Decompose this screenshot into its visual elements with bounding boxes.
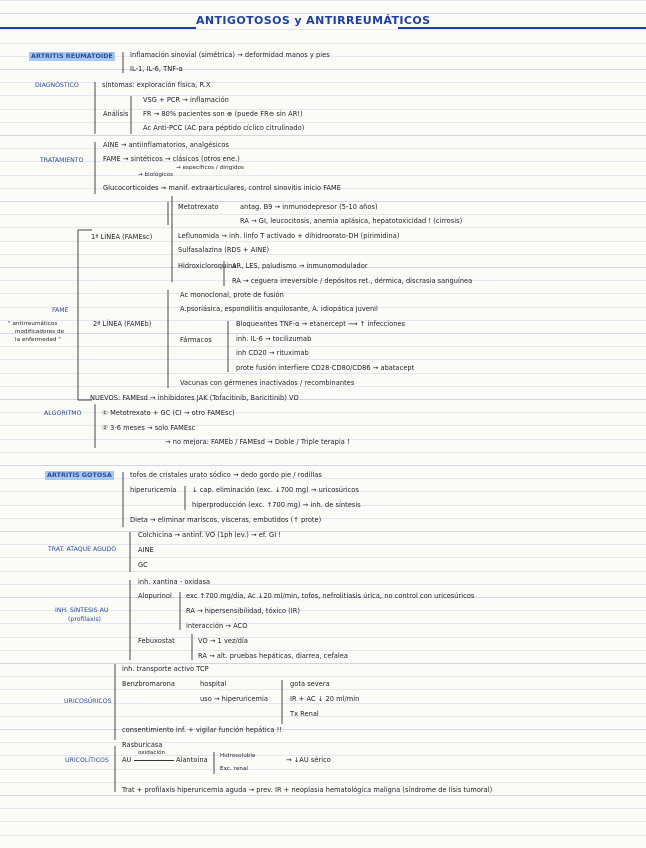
- farm-3: inh CD20 → rituximab: [236, 349, 309, 357]
- gota-dieta: Dieta → eliminar mariscos, vísceras, embutidos (↑ prote): [130, 516, 322, 524]
- urico-benz: Benzbromarona: [122, 680, 175, 688]
- urico-consent: consentimiento inf. + vigilar función hepática !!: [122, 726, 283, 734]
- hcq-2: RA → ceguera irreversible / depósitos ret., dérmica, discrasia sanguínea: [232, 277, 473, 285]
- mtx-1: antag. B9 → inmunodepresor (5-10 años): [240, 203, 378, 211]
- urilit-hidro-2: Exc. renal: [220, 766, 249, 772]
- trat-fame: FAME → sintéticos → clásicos (otros ene.): [103, 155, 240, 163]
- gota-hiper-2: hiperproducción (exc. ↑700 mg) → inh. de síntesis: [192, 501, 361, 509]
- urico-uso: uso → hiperuricemia: [200, 695, 268, 703]
- mtx-2: RA → GI, leucocitosis, anemia aplásica, hepatotoxicidad ! (cirrosis): [240, 217, 463, 225]
- urico-gota-3: Tx Renal: [290, 710, 319, 718]
- gota-hiper-1: ↓ cap. eliminación (exc. ↓700 mg) → uricosúricos: [192, 486, 359, 494]
- urilit-hidro-1: Hidrosoluble: [220, 753, 256, 759]
- urilit-arrow: [134, 760, 174, 761]
- alo-3: interacción → ACO: [186, 622, 248, 630]
- urilit-tratprof: Trat + profilaxis hiperuricemia aguda → prev. IR + neoplasia hematológica maligna (síndrome de lisis tumoral): [122, 786, 493, 794]
- algoritmo-3: → no mejora: FAMEb / FAMEsd → Doble / Triple terapia !: [165, 438, 350, 446]
- urico-gota-1: gota severa: [290, 680, 330, 688]
- trat-especificos: → específicos / dirigidos: [176, 165, 245, 171]
- urilit-rasburicasa: Rasburicasa: [122, 741, 163, 749]
- algoritmo-label: ALGORITMO: [44, 410, 82, 417]
- sintesis-label: INH. SÍNTESIS AU: [55, 607, 109, 614]
- gota-header: ARTRITIS GOTOSA: [47, 471, 112, 479]
- febuxostat-label: Febuxostat: [138, 637, 175, 645]
- fame-linea1: 1ª LÍNEA (FAMEsc): [91, 233, 153, 241]
- fame-note-1: " antirreumáticos: [8, 321, 58, 327]
- diag-analisis-label: Análisis: [103, 110, 129, 118]
- urico-hospital: hospital: [200, 680, 227, 688]
- gota-tofos: tofos de cristales urato sódico → dedo gordo pie / rodillas: [130, 471, 322, 479]
- urico-inh: inh. transporte activo TCP: [122, 665, 209, 673]
- diagnostico-label: DIAGNÓSTICO: [35, 82, 79, 89]
- mtx-label: Metotrexato: [178, 203, 219, 211]
- alo-1: exc ↑700 mg/día, Ac ↓20 ml/min, tofos, nefrolitiasis úrica, no control con uricosúricos: [186, 592, 475, 600]
- febu-2: RA → alt. pruebas hepáticas, diarrea, cefalea: [198, 652, 348, 660]
- leflunomida: Leflunomida → inh. linfo T activado + dihidroorato-DH (pirimidina): [178, 232, 400, 240]
- trat-aine: AINE → antiinflamatorios, analgésicos: [103, 141, 229, 149]
- diag-analisis-3: Ac Anti-PCC (AC para péptido cíclico citrulinado): [143, 124, 305, 132]
- algoritmo-2: ② 3-6 meses → solo FAMEsc: [102, 424, 196, 432]
- fame-note-3: la enfermedad ": [15, 337, 61, 343]
- ataque-label: TRAT. ATAQUE AGUDO: [48, 546, 117, 553]
- alo-2: RA → hipersensibilidad, tóxico (IR): [186, 607, 301, 615]
- sintesis-sub: (profilaxis): [68, 616, 101, 623]
- alopurinol-label: Alopurinol: [138, 592, 172, 600]
- febu-1: VO → 1 vez/día: [198, 637, 248, 645]
- vacunas: Vacunas con gérmenes inactivados / recombinantes: [180, 379, 355, 387]
- nuevos: NUEVOS: FAMEsd → inhibidores JAK (Tofacitinib, Baricitinib) VO: [90, 394, 299, 402]
- diag-sintomas: síntomas: exploración física, R.X: [102, 81, 211, 89]
- algoritmo-1: ① Metotrexato + GC (CI → otro FAMEsc): [102, 409, 235, 417]
- diag-analisis-2: FR → 80% pacientes son ⊕ (puede FR⊖ sin AR!): [143, 110, 303, 118]
- a-psoriasica: A.psoriásica, espondilitis anquilosante, A. idiopática juvenil: [180, 305, 378, 313]
- fame-label: FAME: [52, 307, 69, 314]
- urico-gota-2: IR + AC ↓ 20 ml/min: [290, 695, 360, 703]
- trat-biologicos: → biológicos: [138, 172, 174, 178]
- uricoliticos-label: URICOLÍTICOS: [65, 757, 109, 764]
- ataque-3: GC: [138, 561, 148, 569]
- ar-intro-2: IL-1, IL-6, TNF-α: [130, 65, 183, 73]
- trat-gluco: Glucocorticoides → manif. extraarticulares, control sinovitis inicio FAME: [103, 184, 341, 192]
- fame-note-2: modificadores de: [15, 329, 65, 335]
- xantina: inh. xantina - oxidasa: [138, 578, 211, 586]
- sulfasalazina: Sulfasalazina (RDS + AINE): [178, 246, 270, 254]
- ac-monoclonal: Ac monoclonal, prote de fusión: [180, 291, 284, 299]
- hcq-label: Hidroxicloroquina: [178, 262, 237, 270]
- ataque-2: AINE: [138, 546, 154, 554]
- ar-intro-1: Inflamación sinovial (simétrica) → deformidad manos y pies: [130, 51, 330, 59]
- ar-header: ARTRITIS REUMATOIDE: [31, 52, 113, 60]
- farmacos-label: Fármacos: [180, 336, 212, 344]
- farm-4: prote fusión interfiere CD28-CD80/CD86 → abatacept: [236, 364, 415, 372]
- fame-linea2: 2ª LÍNEA (FAMEb): [93, 320, 152, 328]
- hcq-1: AR, LES, paludismo → inmunomodulador: [232, 262, 368, 270]
- uricosuricos-label: URICOSÚRICOS: [64, 698, 112, 705]
- diag-analisis-1: VSG + PCR → inflamación: [143, 96, 229, 104]
- farm-1: Bloqueantes TNF-α → etanercept ⟿ ↑ infecciones: [236, 320, 406, 328]
- urilit-au: AU: [122, 756, 132, 764]
- urilit-oxidacion: oxidación: [138, 750, 166, 756]
- urilit-resultado: → ↓AU sérico: [286, 756, 331, 764]
- gota-hiper: hiperuricemia: [130, 486, 177, 494]
- page-title: ANTIGOTOSOS y ANTIRREUMÁTICOS: [196, 14, 431, 27]
- urilit-alantoina: Alantoína: [176, 756, 208, 764]
- ataque-1: Colchicina → antinf. VO (1ph lev.) → ef. GI !: [138, 531, 282, 539]
- tratamiento-label: TRATAMIENTO: [40, 157, 84, 164]
- farm-2: inh. IL-6 → tocilizumab: [236, 335, 312, 343]
